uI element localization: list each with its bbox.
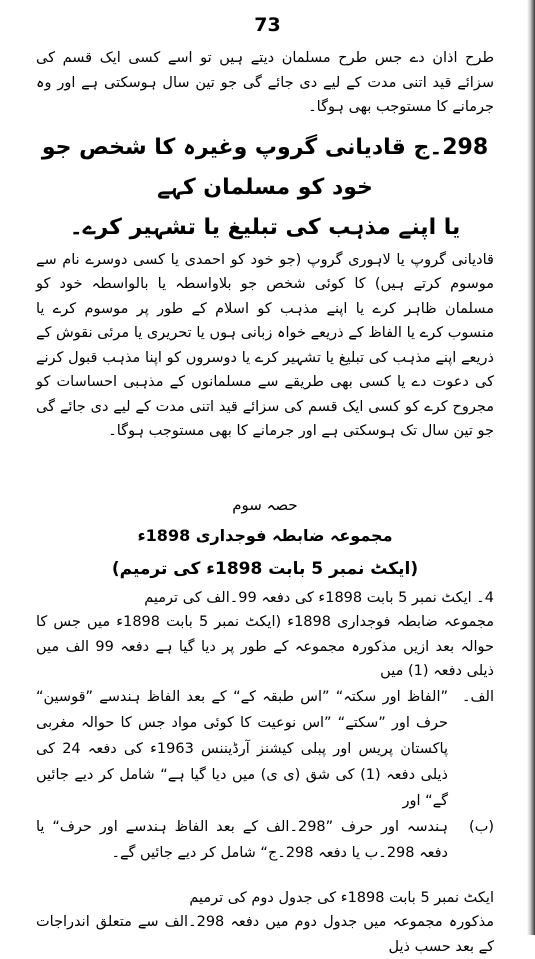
schedule-title: ایکٹ نمبر 5 بابت 1898ء کی جدول دوم کی ترمیم bbox=[189, 889, 494, 906]
item-4-title: 4۔ ایکٹ نمبر 5 بابت 1898ء کی دفعہ 99۔الف کی ترمیم bbox=[144, 589, 494, 606]
clause-b-marker: (ب) bbox=[469, 818, 494, 835]
schedule-gap bbox=[36, 866, 494, 886]
page-number: 73 bbox=[254, 14, 281, 36]
code-title: مجموعہ ضابطہ فوجداری 1898ء bbox=[137, 525, 393, 545]
intro-paragraph: طرح اذان دے جس طرح مسلمان دیتے ہیں تو اسے کسی ایک قسم کی سزائے قید اتنی مدت کے لیے دی جائے گی جو تین سال ہوسکتی ہے اور وہ جرمانے کا مستوجب بھی ہوگا۔ bbox=[36, 50, 494, 115]
clause-a bbox=[36, 684, 494, 814]
clause-b-text: ہندسہ اور حرف ”298۔الف کے بعد الفاظ ہندسے اور حرف“ یا دفعہ 298۔ب یا دفعہ 298۔ج“ شامل کر دیے جائیں گے۔ bbox=[36, 818, 448, 861]
section-298c-heading: 298۔ج قادیانی گروپ وغیرہ کا شخص جو خود کو مسلمان کہے bbox=[41, 134, 489, 200]
page-content bbox=[36, 46, 494, 959]
part-label: حصہ سوم bbox=[232, 495, 298, 514]
item-4-text: مجموعہ ضابطہ فوجداری 1898ء (ایکٹ نمبر 5 بابت 1898ء میں جس کا حوالہ بعد ازیں مذکورہ مجموعہ کے طور پر دیا گیا ہے دفعہ 99 الف میں ذیلی دفعہ (1) میں bbox=[36, 614, 494, 679]
schedule-text: مذکورہ مجموعہ میں جدول دوم میں دفعہ 298۔الف سے متعلق اندراجات کے بعد حسب ذیل bbox=[36, 914, 494, 955]
clause-b bbox=[36, 814, 494, 866]
clause-a-marker: الف۔ bbox=[462, 688, 494, 705]
section-298c-paragraph: قادیانی گروپ یا لاہوری گروپ (جو خود کو احمدی یا کسی دوسرے نام سے موسوم کرتے ہیں) کا کوئی شخص جو بلاواسطہ یا بالواسطہ خود کو مسلمان ظاہر کرے یا اپنے مذہب کو اسلام کے طور پر موسوم کرے یا منسوب کرے یا الفاظ کے ذریعے خواہ زبانی ہوں یا تحریری یا مرئی نقوش کے ذریعے اپنے مذہب کی تبلیغ یا تشہیر کرے یا دوسروں کو اپنا مذہب قبول کرنے کی دعوت دے یا کسی بھی طریقے سے مسلمانوں کے مذہبی احساسات کو مجروح کرے کو کسی ایک قسم کی سزائے قید اتنی مدت کے لیے دی جائے گی جو تین سال تک ہوسکتی ہے اور جرمانے کا بھی مستوجب ہوگا۔ bbox=[36, 251, 494, 439]
amendment-title: (ایکٹ نمبر 5 بابت 1898ء کی ترمیم) bbox=[111, 558, 419, 579]
clause-a-text: ”الفاظ اور سکتہ“ ”اس طبقہ کے“ کے بعد الفاظ ہندسے ”قوسین“ حرف اور ”سکتے“ ”اس نوعیت کا کوئی مواد جس کا حوالہ مغربی پاکستان پریس اور پبلی کیشنز آرڈیننس 1963ء کی دفعہ 24 کی ذیلی دفعہ (1) کی شق (ی ی) میں دیا گیا ہے“ شامل کر دیے جائیں گے“ اور bbox=[36, 688, 448, 809]
section-298c-heading-continued: یا اپنے مذہب کی تبلیغ یا تشہیر کرے۔ bbox=[69, 214, 461, 240]
section-gap bbox=[36, 444, 494, 490]
page-edge-shadow bbox=[527, 0, 535, 935]
